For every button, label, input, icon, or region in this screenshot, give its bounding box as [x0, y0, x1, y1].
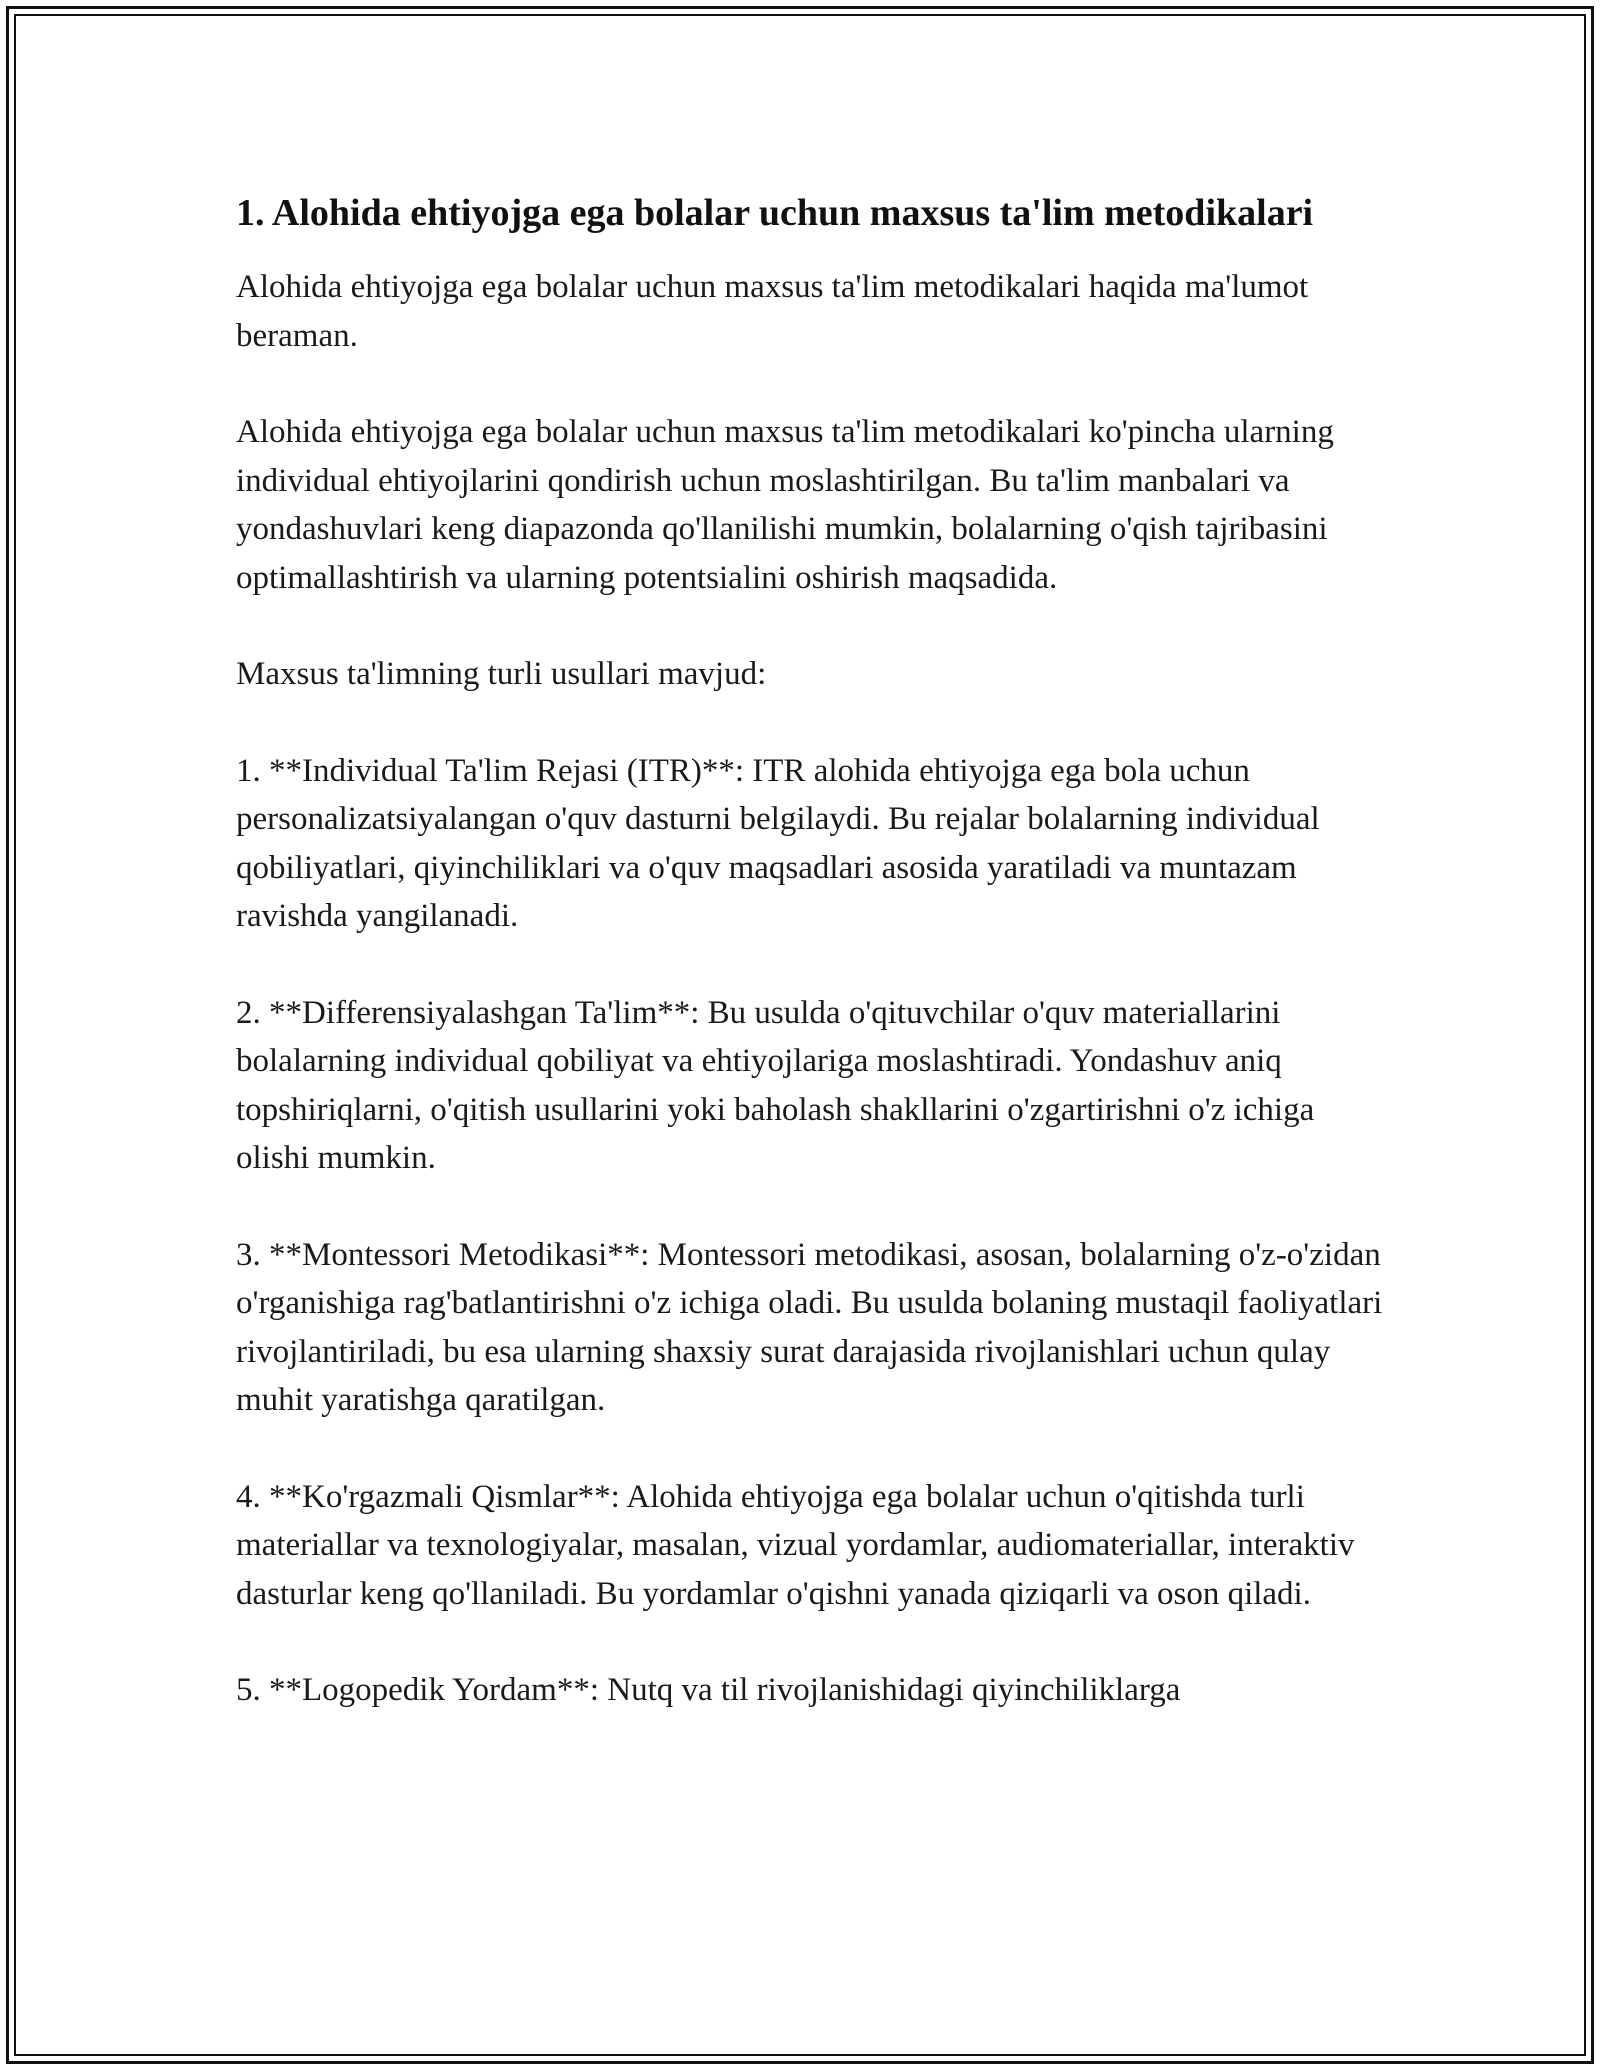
document-body — [236, 186, 1386, 1763]
overview-paragraph: Alohida ehtiyojga ega bolalar uchun maxsus ta'lim metodikalari ko'pincha ularning individual ehtiyojlarini qondirish uchun moslashtirilgan. Bu ta'lim manbalari va yondashuvlari keng diapazonda qo'llanilishi mumkin, bolalarning o'qish tajribasini optimallashtirish va ularning potentsialini oshirish maqsadida. — [236, 414, 1334, 596]
intro-paragraph: Alohida ehtiyojga ega bolalar uchun maxsus ta'lim metodikalari haqida ma'lumot beraman. — [236, 269, 1309, 354]
method-item-speech-therapy: 5. **Logopedik Yordam**: Nutq va til rivojlanishidagi qiyinchiliklarga — [236, 1672, 1181, 1708]
document-title: 1. Alohida ehtiyojga ega bolalar uchun maxsus ta'lim metodikalari — [236, 192, 1314, 234]
method-item-itr: 1. **Individual Ta'lim Rejasi (ITR)**: ITR alohida ehtiyojga ega bola uchun personalizatsiyalangan o'quv dasturni belgilaydi. Bu rejalar bolalarning individual qobiliyatlari, qiyinchiliklari va o'quv maqsadlari asosida yaratiladi va muntazam ravishda yangilanadi. — [236, 752, 1320, 934]
method-item-visual-aids: 4. **Ko'rgazmali Qismlar**: Alohida ehtiyojga ega bolalar uchun o'qitishda turli materiallar va texnologiyalar, masalan, vizual yordamlar, audiomateriallar, interaktiv dasturlar keng qo'llaniladi. Bu yordamlar o'qishni yanada qiziqarli va oson qiladi. — [236, 1478, 1355, 1612]
method-item-differentiated: 2. **Differensiyalashgan Ta'lim**: Bu usulda o'qituvchilar o'quv materiallarini bolalarning individual qobiliyat va ehtiyojlariga moslashtiradi. Yondashuv aniq topshiriqlarni, o'qitish usullarini yoki baholash shakllarini o'zgartirishni o'z ichiga olishi mumkin. — [236, 994, 1315, 1176]
method-item-montessori: 3. **Montessori Metodikasi**: Montessori metodikasi, asosan, bolalarning o'z-o'zidan o'rganishiga rag'batlantirishni o'z ichiga oladi. Bu usulda bolaning mustaqil faoliyatlari rivojlantiriladi, bu esa ularning shaxsiy surat darajasida rivojlanishlari uchun qulay muhit yaratishga qaratilgan. — [236, 1236, 1383, 1418]
methods-heading-paragraph: Maxsus ta'limning turli usullari mavjud: — [236, 656, 767, 692]
